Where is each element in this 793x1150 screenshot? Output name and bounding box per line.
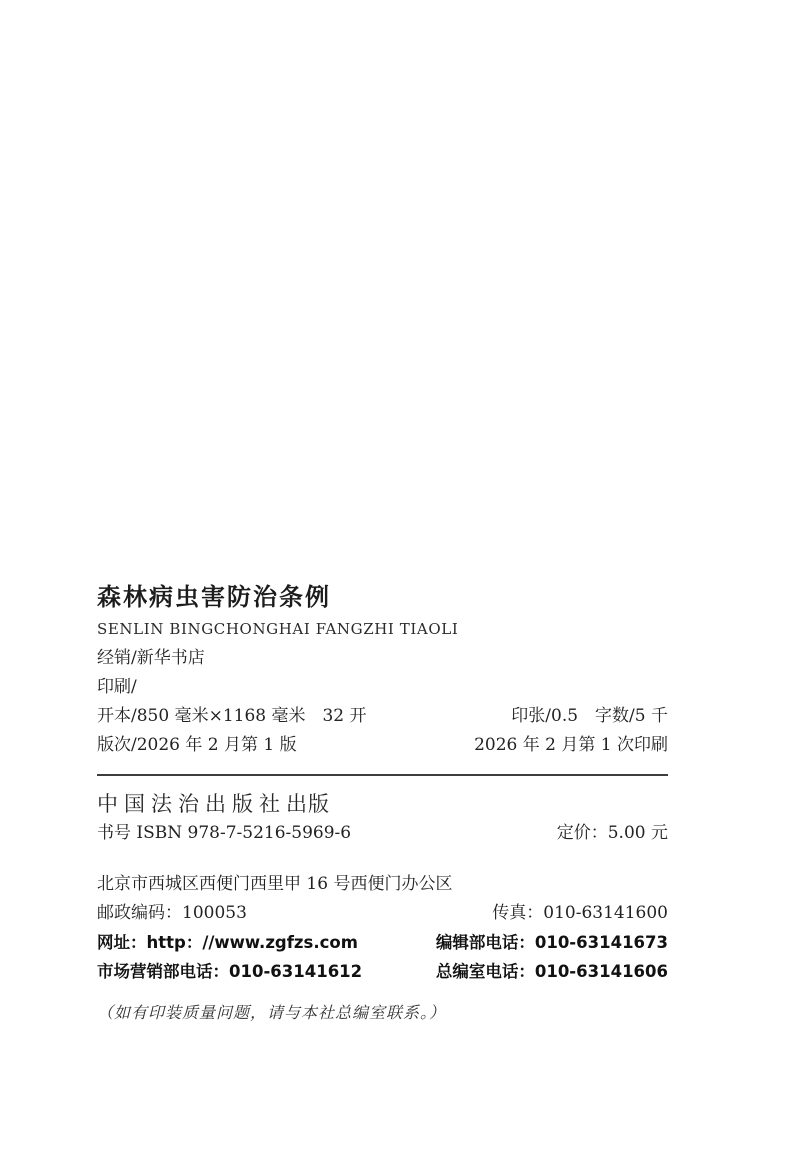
publisher-suffix: 出版: [286, 792, 330, 816]
editorial-phone-value: 编辑部电话：010-63141673: [435, 933, 668, 952]
website-value: 网址：http：//www.zgfzs.com: [97, 933, 358, 952]
isbn-value: 书号 ISBN 978-7-5216-5969-6: [97, 823, 352, 843]
distribution-line: 经销/新华书店: [97, 648, 205, 668]
print-sheets-value: 印张/0.5 字数/5 千: [511, 706, 668, 726]
contact-block: [97, 870, 668, 986]
divider-rule: [97, 774, 668, 776]
book-title: 森林病虫害防治条例: [97, 583, 331, 611]
postcode-fax-line: [97, 899, 668, 928]
quality-note: （如有印装质量问题，请与本社总编室联系。）: [97, 1003, 447, 1022]
postcode-value: 邮政编码：100053: [97, 903, 247, 923]
colophon-content: [97, 583, 668, 1026]
edition-value: 版次/2026 年 2 月第 1 版: [97, 735, 297, 755]
fax-value: 传真：010-63141600: [492, 903, 668, 923]
imprint-block: [97, 644, 668, 760]
publisher-name: 中国法治出版社: [97, 792, 286, 816]
website-editorial-line: [97, 928, 668, 957]
isbn-price-line: [97, 819, 668, 848]
edition-line: [97, 731, 668, 760]
format-value: 开本/850 毫米×1168 毫米 32 开: [97, 706, 367, 726]
price-value: 定价：5.00 元: [556, 823, 668, 843]
printing-line: 印刷/: [97, 677, 137, 697]
publisher-line: [97, 789, 668, 819]
address-line: 北京市西城区西便门西里甲 16 号西便门办公区: [97, 874, 453, 894]
chief-editor-phone-value: 总编室电话：010-63141606: [435, 962, 668, 981]
impression-value: 2026 年 2 月第 1 次印刷: [474, 735, 668, 755]
marketing-chief-line: [97, 957, 668, 986]
marketing-phone-value: 市场营销部电话：010-63141612: [97, 962, 363, 981]
book-title-pinyin: SENLIN BINGCHONGHAI FANGZHI TIAOLI: [97, 620, 459, 638]
format-line: [97, 702, 668, 731]
